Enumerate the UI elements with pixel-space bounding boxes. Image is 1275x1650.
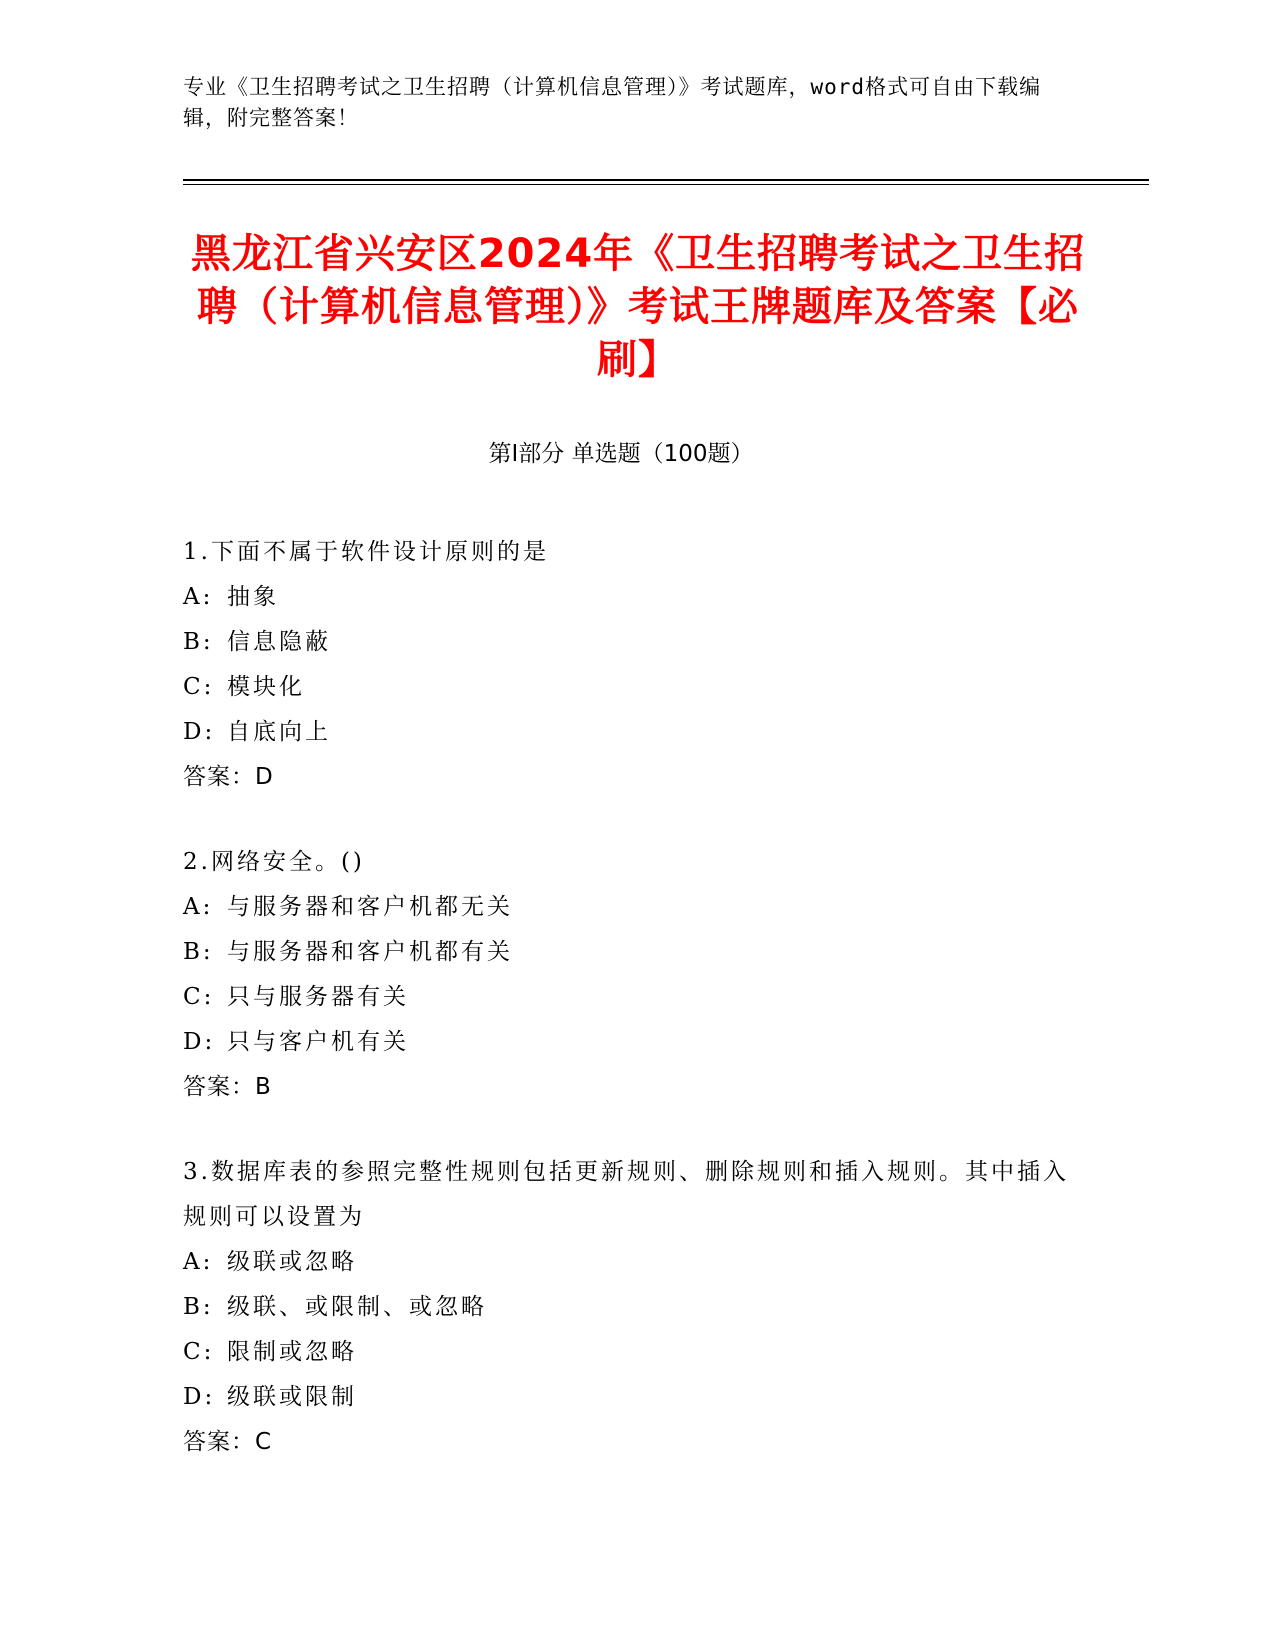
option-key: D:: [183, 719, 216, 745]
question-3: [183, 1150, 1083, 1465]
option-b: [183, 1285, 1083, 1330]
option-text: 与服务器和客户机都有关: [227, 939, 513, 965]
option-key: D:: [183, 1029, 216, 1055]
question-stem: 2.网络安全。(): [183, 849, 365, 875]
header-rule-thick: [183, 179, 1149, 181]
option-c: [183, 975, 1083, 1020]
option-a: [183, 1240, 1083, 1285]
option-text: 限制或忽略: [227, 1339, 357, 1365]
option-a: [183, 885, 1083, 930]
option-c: [183, 665, 1083, 710]
answer-line: 答案：C: [183, 1429, 273, 1455]
option-key: D:: [183, 1384, 216, 1410]
option-text: 级联或限制: [227, 1384, 357, 1410]
option-d: [183, 1020, 1083, 1065]
option-key: A:: [183, 894, 214, 920]
option-key: A:: [183, 584, 214, 610]
option-d: [183, 1375, 1083, 1420]
option-text: 与服务器和客户机都无关: [227, 894, 513, 920]
answer-line: 答案：D: [183, 764, 274, 790]
question-2: [183, 840, 1083, 1110]
question-list: [183, 530, 1083, 1505]
option-key: A:: [183, 1249, 214, 1275]
option-a: [183, 575, 1083, 620]
option-text: 只与客户机有关: [227, 1029, 409, 1055]
option-key: B:: [183, 939, 214, 965]
header-rule-thin: [183, 184, 1149, 185]
option-c: [183, 1330, 1083, 1375]
option-text: 级联或忽略: [227, 1249, 357, 1275]
answer-line: 答案：B: [183, 1074, 272, 1100]
option-text: 模块化: [227, 674, 305, 700]
section-heading: 第Ⅰ部分 单选题（100题）: [488, 441, 754, 467]
question-stem: 1.下面不属于软件设计原则的是: [183, 539, 549, 565]
header-note: 专业《卫生招聘考试之卫生招聘（计算机信息管理）》考试题库，word格式可自由下载编辑，附完整答案！: [183, 75, 1042, 130]
question-1: [183, 530, 1083, 800]
option-key: B:: [183, 629, 214, 655]
option-key: B:: [183, 1294, 214, 1320]
option-text: 只与服务器有关: [227, 984, 409, 1010]
option-text: 信息隐蔽: [227, 629, 331, 655]
option-b: [183, 620, 1083, 665]
question-stem: 3.数据库表的参照完整性规则包括更新规则、删除规则和插入规则。其中插入规则可以设置为: [183, 1159, 1069, 1230]
option-text: 抽象: [227, 584, 279, 610]
option-key: C:: [183, 1339, 215, 1365]
option-key: C:: [183, 674, 215, 700]
option-d: [183, 710, 1083, 755]
option-b: [183, 930, 1083, 975]
option-text: 级联、或限制、或忽略: [227, 1294, 487, 1320]
option-key: C:: [183, 984, 215, 1010]
document-title: 黑龙江省兴安区2024年《卫生招聘考试之卫生招聘（计算机信息管理）》考试王牌题库及答案【必刷】: [190, 231, 1086, 383]
option-text: 自底向上: [227, 719, 331, 745]
